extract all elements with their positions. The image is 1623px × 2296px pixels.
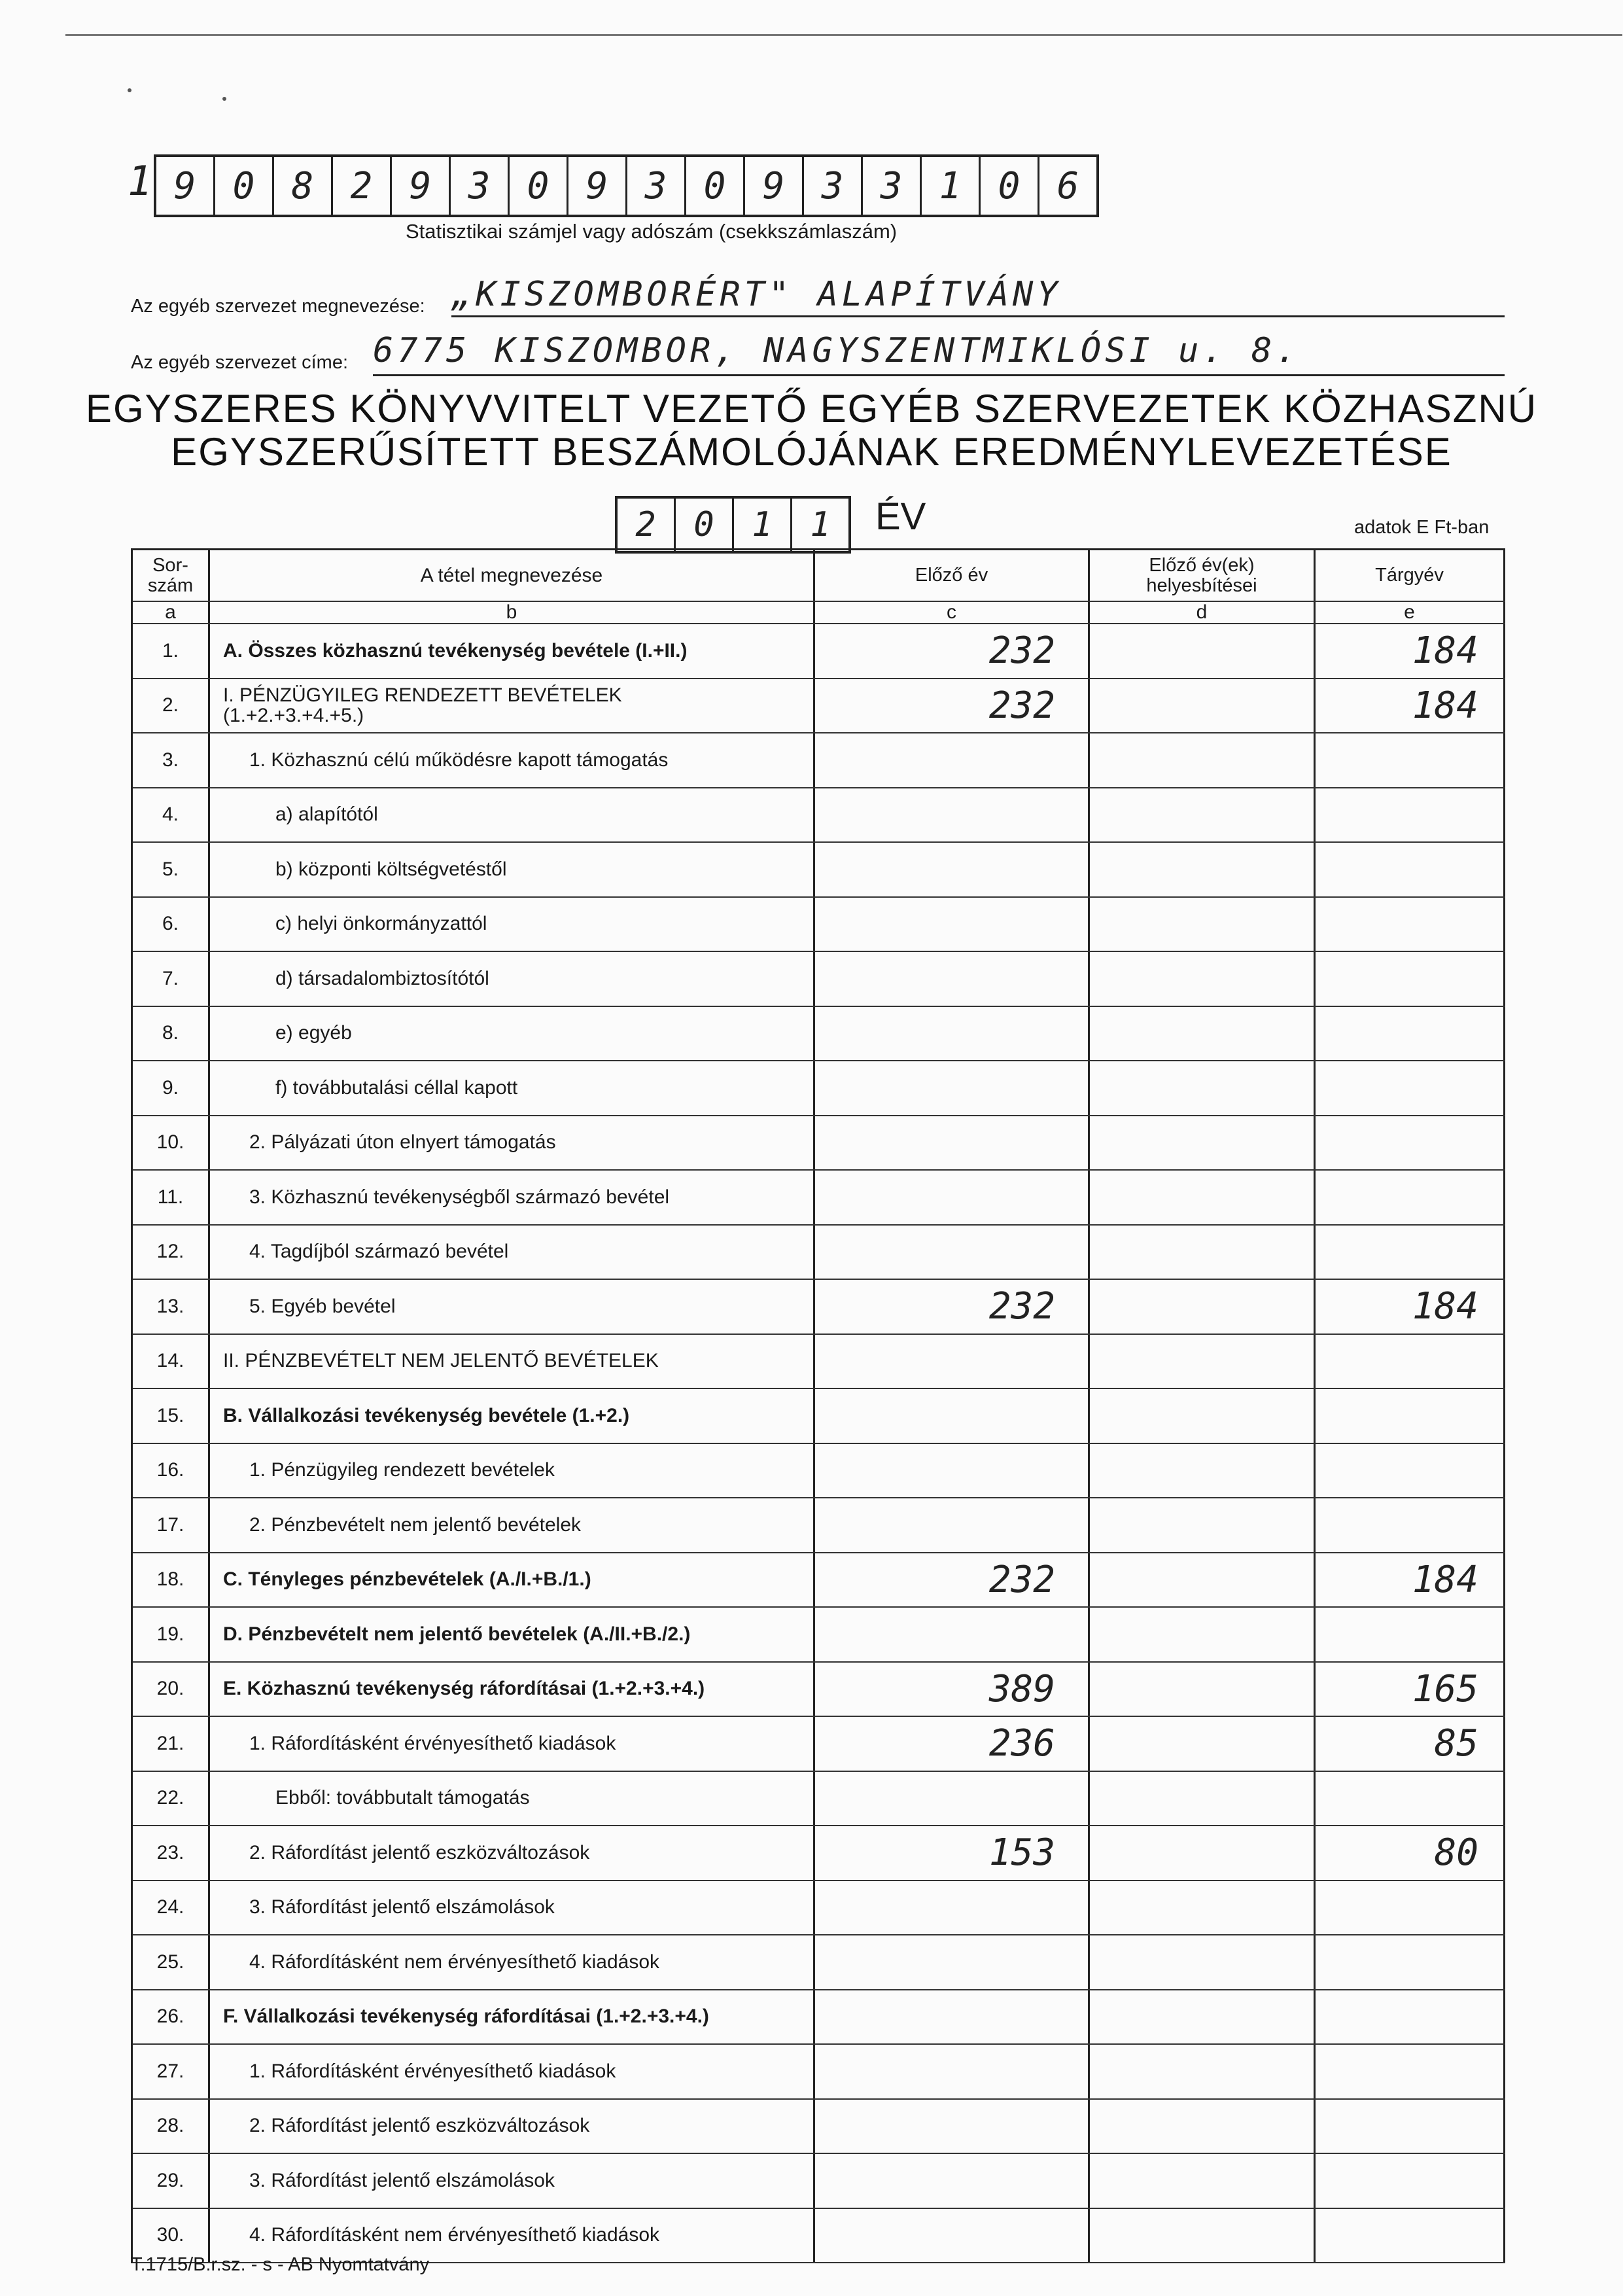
- tax-id-digit: 6: [1056, 164, 1079, 207]
- top-edge-line: [65, 34, 1622, 36]
- row-label: 3. Közhasznú tevékenységből származó bevétel: [210, 1171, 815, 1224]
- previous-year-value: [815, 2209, 1090, 2263]
- row-label: 3. Ráfordítást jelentő elszámolások: [210, 2154, 815, 2208]
- tax-id-digit: 2: [333, 157, 392, 215]
- correction-value: [1090, 2045, 1316, 2098]
- correction-value: [1090, 624, 1316, 678]
- correction-value: [1090, 788, 1316, 842]
- row-label: c) helyi önkormányzattól: [210, 898, 815, 951]
- row-label: 5. Egyéb bevétel: [210, 1280, 815, 1333]
- correction-value: [1090, 2154, 1316, 2208]
- current-year-value: 184: [1316, 624, 1505, 678]
- row-label-line1: I. PÉNZÜGYILEG RENDEZETT BEVÉTELEK: [223, 684, 622, 706]
- previous-year-value: [815, 1226, 1090, 1279]
- col-letter-b: b: [210, 602, 815, 623]
- table-row: [133, 2100, 1505, 2155]
- tax-id-digit: 9: [156, 157, 215, 215]
- row-number: 5.: [133, 843, 210, 896]
- row-label: F. Vállalkozási tevékenység ráfordításai (1.+2.+3.+4.): [210, 1990, 815, 2044]
- header-corrections: [1090, 550, 1316, 601]
- current-year-value: [1316, 1116, 1505, 1170]
- row-label: 1. Ráfordításként érvényesíthető kiadások: [210, 2045, 815, 2098]
- correction-value: [1090, 1061, 1316, 1115]
- col-letter-d: d: [1090, 602, 1316, 623]
- row-label: 2. Pályázati úton elnyert támogatás: [210, 1116, 815, 1170]
- row-number: 23.: [133, 1826, 210, 1880]
- row-label-line2: (1.+2.+3.+4.+5.): [223, 705, 364, 727]
- org-name-underline: [451, 315, 1505, 317]
- row-label: 4. Ráfordításként nem érvényesíthető kiadások: [210, 1935, 815, 1989]
- row-label: e) egyéb: [210, 1007, 815, 1061]
- header-corrections-line1: Előző év(ek): [1149, 555, 1255, 576]
- previous-year-value: [815, 2100, 1090, 2153]
- year-digit: 1: [734, 499, 792, 551]
- current-year-value: 80: [1316, 1826, 1505, 1880]
- unit-note: adatok E Ft-ban: [1354, 517, 1490, 538]
- row-label: f) továbbutalási céllal kapott: [210, 1061, 815, 1115]
- org-address-underline: [373, 374, 1505, 376]
- current-year-value: [1316, 2045, 1505, 2098]
- current-year-value: [1316, 1608, 1505, 1661]
- previous-year-value: [815, 2154, 1090, 2208]
- row-label: II. PÉNZBEVÉTELT NEM JELENTŐ BEVÉTELEK: [210, 1335, 815, 1388]
- row-label: 3. Ráfordítást jelentő elszámolások: [210, 1881, 815, 1935]
- table-row: [133, 2045, 1505, 2100]
- table-header-row: [133, 550, 1505, 602]
- org-address-label: Az egyéb szervezet címe:: [131, 352, 349, 373]
- table-row: [133, 1116, 1505, 1171]
- current-year-value: [1316, 1990, 1505, 2044]
- current-year-value: [1316, 1935, 1505, 1989]
- current-year-value: [1316, 843, 1505, 896]
- previous-year-value: 232: [815, 624, 1090, 678]
- correction-value: [1090, 1116, 1316, 1170]
- previous-year-value: [815, 1608, 1090, 1661]
- row-number: 30.: [133, 2209, 210, 2263]
- table-row: [133, 788, 1505, 843]
- row-number: 6.: [133, 898, 210, 951]
- previous-year-value: [815, 843, 1090, 896]
- table-row: [133, 2154, 1505, 2209]
- previous-year-value: [815, 1007, 1090, 1061]
- row-label: 2. Ráfordítást jelentő eszközváltozások: [210, 1826, 815, 1880]
- previous-year-value: [815, 1772, 1090, 1826]
- tax-id-digit: 0: [686, 157, 745, 215]
- tax-id-digit: 0: [981, 157, 1039, 215]
- row-number: 17.: [133, 1498, 210, 1552]
- row-number: 22.: [133, 1772, 210, 1826]
- current-year-value: [1316, 1007, 1505, 1061]
- org-address-value: 6775 KISZOMBOR, NAGYSZENTMIKLÓSI u. 8.: [373, 331, 1300, 370]
- row-number: 16.: [133, 1444, 210, 1498]
- row-label: A. Összes közhasznú tevékenység bevétele (I.+II.): [210, 624, 815, 678]
- correction-value: [1090, 1335, 1316, 1388]
- tax-id-digit: 9: [568, 157, 627, 215]
- scan-speck: [128, 88, 131, 92]
- row-label: 2. Ráfordítást jelentő eszközváltozások: [210, 2100, 815, 2153]
- table-row: [133, 1226, 1505, 1280]
- correction-value: [1090, 1007, 1316, 1061]
- correction-value: [1090, 1444, 1316, 1498]
- table-row: [133, 898, 1505, 953]
- current-year-value: 184: [1316, 1280, 1505, 1333]
- year-digit: 2: [618, 499, 676, 551]
- row-label: d) társadalombiztosítótól: [210, 952, 815, 1006]
- current-year-value: [1316, 733, 1505, 787]
- year-label: ÉV: [875, 495, 926, 538]
- row-number: 12.: [133, 1226, 210, 1279]
- table-row: [133, 1717, 1505, 1772]
- row-label: Ebből: továbbutalt támogatás: [210, 1772, 815, 1826]
- correction-value: [1090, 1717, 1316, 1771]
- current-year-value: 165: [1316, 1663, 1505, 1716]
- correction-value: [1090, 843, 1316, 896]
- current-year-value: [1316, 1335, 1505, 1388]
- previous-year-value: [815, 1935, 1090, 1989]
- table-row: [133, 1553, 1505, 1608]
- correction-value: [1090, 898, 1316, 951]
- row-label: D. Pénzbevételt nem jelentő bevételek (A./II.+B./2.): [210, 1608, 815, 1661]
- table-row: [133, 1498, 1505, 1553]
- correction-value: [1090, 1226, 1316, 1279]
- previous-year-value: [815, 2045, 1090, 2098]
- correction-value: [1090, 1935, 1316, 1989]
- previous-year-value: 153: [815, 1826, 1090, 1880]
- col-letter-e: e: [1316, 602, 1505, 623]
- current-year-value: [1316, 1881, 1505, 1935]
- correction-value: [1090, 1772, 1316, 1826]
- table-row: [133, 952, 1505, 1007]
- current-year-value: [1316, 2154, 1505, 2208]
- org-name-label: Az egyéb szervezet megnevezése:: [131, 296, 425, 317]
- previous-year-value: 232: [815, 1280, 1090, 1333]
- tax-id-digit: 0: [510, 157, 568, 215]
- form-title-line2: EGYSZERŰSÍTETT BESZÁMOLÓJÁNAK EREDMÉNYLEVEZETÉSE: [171, 430, 1452, 474]
- correction-value: [1090, 1389, 1316, 1443]
- previous-year-value: [815, 1990, 1090, 2044]
- row-number: 9.: [133, 1061, 210, 1115]
- row-number: 20.: [133, 1663, 210, 1716]
- table-body: [133, 624, 1505, 2263]
- org-name-value: „KISZOMBORÉRT" ALAPÍTVÁNY: [451, 275, 1062, 314]
- row-number: 11.: [133, 1171, 210, 1224]
- row-label: [210, 679, 815, 733]
- col-letter-a: a: [133, 602, 210, 623]
- correction-value: [1090, 2100, 1316, 2153]
- income-statement-table: [131, 548, 1505, 2263]
- table-row: [133, 1772, 1505, 1827]
- tax-id-lead-digit: 1: [128, 157, 152, 205]
- header-item-name: A tétel megnevezése: [210, 550, 815, 601]
- previous-year-value: [815, 733, 1090, 787]
- current-year-value: [1316, 1389, 1505, 1443]
- row-label: a) alapítótól: [210, 788, 815, 842]
- current-year-value: [1316, 2100, 1505, 2153]
- previous-year-value: [815, 898, 1090, 951]
- tax-id-digit: 0: [215, 157, 274, 215]
- row-number: 8.: [133, 1007, 210, 1061]
- correction-value: [1090, 1171, 1316, 1224]
- correction-value: [1090, 1881, 1316, 1935]
- correction-value: [1090, 1498, 1316, 1552]
- correction-value: [1090, 1280, 1316, 1333]
- row-number: 13.: [133, 1280, 210, 1333]
- correction-value: [1090, 2209, 1316, 2263]
- row-label: 1. Ráfordításként érvényesíthető kiadások: [210, 1717, 815, 1771]
- current-year-value: [1316, 788, 1505, 842]
- table-row: [133, 1171, 1505, 1226]
- row-number: 7.: [133, 952, 210, 1006]
- row-number: 18.: [133, 1553, 210, 1607]
- previous-year-value: [815, 1171, 1090, 1224]
- tax-id-digit: 3: [863, 157, 922, 215]
- row-number: 28.: [133, 2100, 210, 2153]
- tax-id-digit: 3: [627, 157, 686, 215]
- header-row-number-line1: Sor-: [152, 555, 188, 576]
- row-label: E. Közhasznú tevékenység ráfordításai (1.+2.+3.+4.): [210, 1663, 815, 1716]
- previous-year-value: [815, 1881, 1090, 1935]
- row-label: b) központi költségvetéstől: [210, 843, 815, 896]
- tax-id-digit: 8: [274, 157, 333, 215]
- previous-year-value: 232: [815, 679, 1090, 733]
- table-letter-row: [133, 602, 1505, 624]
- tax-id-digit: 1: [922, 157, 981, 215]
- previous-year-value: 389: [815, 1663, 1090, 1716]
- tax-id-digit: 9: [392, 157, 451, 215]
- header-current-year: Tárgyév: [1316, 550, 1505, 601]
- table-row: [133, 1335, 1505, 1390]
- year-boxes: [615, 496, 851, 554]
- correction-value: [1090, 1663, 1316, 1716]
- previous-year-value: 232: [815, 1553, 1090, 1607]
- row-number: 21.: [133, 1717, 210, 1771]
- current-year-value: [1316, 1498, 1505, 1552]
- tax-id-caption: Statisztikai számjel vagy adószám (csekkszámlaszám): [406, 220, 898, 243]
- tax-id-digit: 9: [745, 157, 804, 215]
- row-label: C. Tényleges pénzbevételek (A./I.+B./1.): [210, 1553, 815, 1607]
- previous-year-value: [815, 1498, 1090, 1552]
- tax-id-digit: 3: [451, 157, 510, 215]
- table-row: [133, 1990, 1505, 2045]
- row-number: 2.: [133, 679, 210, 733]
- current-year-value: [1316, 1772, 1505, 1826]
- header-row-number-line2: szám: [147, 574, 194, 596]
- previous-year-value: [815, 1444, 1090, 1498]
- table-row: [133, 1663, 1505, 1718]
- row-number: 27.: [133, 2045, 210, 2098]
- previous-year-value: [815, 1335, 1090, 1388]
- table-row: [133, 843, 1505, 898]
- header-corrections-line2: helyesbítései: [1146, 574, 1257, 596]
- table-row: [133, 1608, 1505, 1663]
- current-year-value: [1316, 952, 1505, 1006]
- row-number: 26.: [133, 1990, 210, 2044]
- current-year-value: [1316, 1061, 1505, 1115]
- current-year-value: [1316, 2209, 1505, 2263]
- correction-value: [1090, 1553, 1316, 1607]
- correction-value: [1090, 1990, 1316, 2044]
- row-number: 19.: [133, 1608, 210, 1661]
- table-row: [133, 1826, 1505, 1881]
- year-digit: 1: [810, 505, 831, 544]
- row-label: 4. Ráfordításként nem érvényesíthető kiadások: [210, 2209, 815, 2263]
- tax-id-digit: 3: [804, 157, 863, 215]
- correction-value: [1090, 1826, 1316, 1880]
- tax-id-boxes: [154, 154, 1099, 217]
- previous-year-value: [815, 952, 1090, 1006]
- current-year-value: 184: [1316, 1553, 1505, 1607]
- table-row: [133, 1007, 1505, 1062]
- row-number: 4.: [133, 788, 210, 842]
- table-row: [133, 624, 1505, 679]
- header-previous-year: Előző év: [815, 550, 1090, 601]
- previous-year-value: [815, 1389, 1090, 1443]
- table-row: [133, 1061, 1505, 1116]
- table-row: [133, 1935, 1505, 1990]
- table-row: [133, 733, 1505, 788]
- row-number: 25.: [133, 1935, 210, 1989]
- row-number: 10.: [133, 1116, 210, 1170]
- correction-value: [1090, 733, 1316, 787]
- previous-year-value: [815, 1116, 1090, 1170]
- row-label: 4. Tagdíjból származó bevétel: [210, 1226, 815, 1279]
- row-label: 1. Pénzügyileg rendezett bevételek: [210, 1444, 815, 1498]
- previous-year-value: [815, 788, 1090, 842]
- table-row: [133, 679, 1505, 734]
- current-year-value: 184: [1316, 679, 1505, 733]
- correction-value: [1090, 1608, 1316, 1661]
- previous-year-value: 236: [815, 1717, 1090, 1771]
- row-label: 2. Pénzbevételt nem jelentő bevételek: [210, 1498, 815, 1552]
- row-number: 15.: [133, 1389, 210, 1443]
- row-label: B. Vállalkozási tevékenység bevétele (1.+2.): [210, 1389, 815, 1443]
- scan-speck: [222, 97, 226, 101]
- previous-year-value: [815, 1061, 1090, 1115]
- table-row: [133, 1444, 1505, 1499]
- correction-value: [1090, 952, 1316, 1006]
- current-year-value: 85: [1316, 1717, 1505, 1771]
- table-row: [133, 1389, 1505, 1444]
- row-number: 14.: [133, 1335, 210, 1388]
- col-letter-c: c: [815, 602, 1090, 623]
- row-label: 1. Közhasznú célú működésre kapott támogatás: [210, 733, 815, 787]
- row-number: 3.: [133, 733, 210, 787]
- current-year-value: [1316, 898, 1505, 951]
- current-year-value: [1316, 1444, 1505, 1498]
- current-year-value: [1316, 1171, 1505, 1224]
- year-digit: 0: [676, 499, 734, 551]
- row-number: 24.: [133, 1881, 210, 1935]
- current-year-value: [1316, 1226, 1505, 1279]
- form-title-line1: EGYSZERES KÖNYVVITELT VEZETŐ EGYÉB SZERVEZETEK KÖZHASZNÚ: [85, 387, 1538, 431]
- table-row: [133, 1881, 1505, 1936]
- table-row: [133, 1280, 1505, 1335]
- header-row-number: [133, 550, 210, 601]
- correction-value: [1090, 679, 1316, 733]
- row-number: 1.: [133, 624, 210, 678]
- row-number: 29.: [133, 2154, 210, 2208]
- form-footer: T.1715/B.r.sz. - s - AB Nyomtatvány: [131, 2254, 430, 2275]
